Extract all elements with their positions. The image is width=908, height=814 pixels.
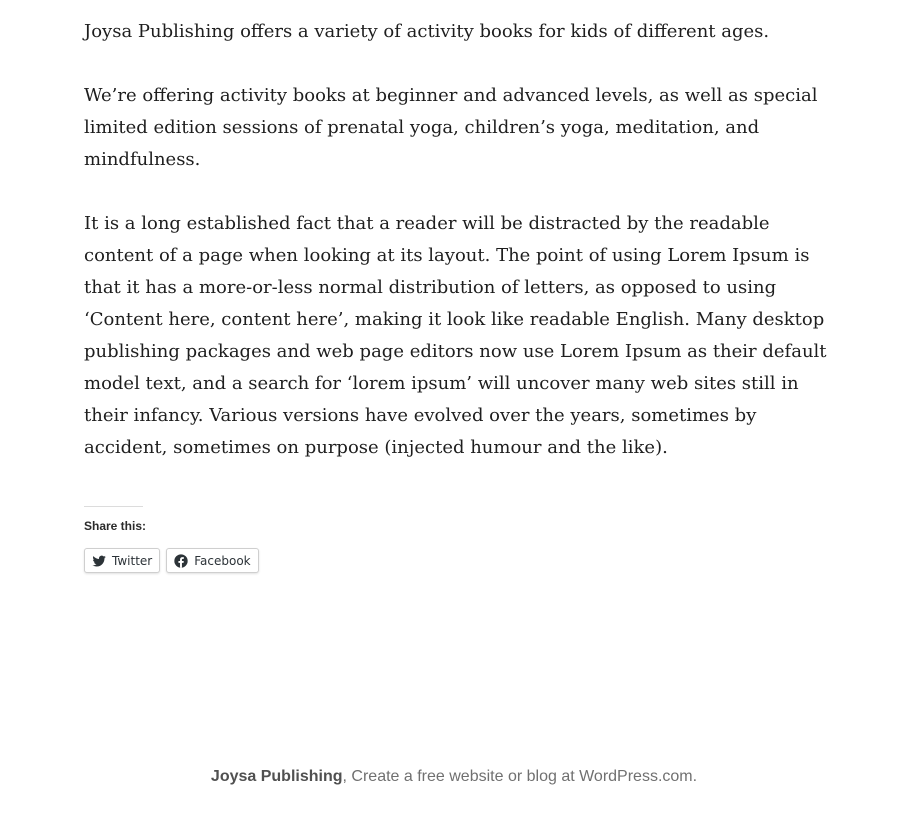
share-divider [84,506,143,507]
footer-separator: , [342,768,347,785]
footer-site-link[interactable]: Joysa Publishing [210,768,343,785]
article-paragraph-1: Joysa Publishing offers a variety of activity books for kids of different ages. [84,21,770,42]
article-paragraph-3: It is a long established fact that a reader will be distracted by the readable content of a page when looking at its layout. The point of using Lorem Ipsum is that it has a more-or-less normal distribution of letters, as opposed to using ‘Content here, content here’, making it look like readable English. Many desktop publishing packages and web page editors now use Lorem Ipsum as their default model text, and a search for ‘lorem ipsum’ will uncover many web sites still in their infancy. Various versions have evolved over the years, sometimes by accident, sometimes on purpose (injected humour and the like). [84,213,827,458]
site-footer [0,764,908,790]
twitter-share-button[interactable] [84,548,160,573]
article-paragraph-2: We’re offering activity books at beginner and advanced levels, as well as special limited edition sessions of prenatal yoga, children’s yoga, meditation, and mindfulness. [84,85,818,170]
share-buttons [84,548,259,573]
twitter-share-label: Twitter [112,553,153,568]
article-content [84,16,829,496]
footer-wordpress-link[interactable]: Create a free website or blog at WordPress.com. [351,768,698,785]
share-section [84,506,259,573]
twitter-icon [91,553,107,569]
facebook-share-label: Facebook [194,553,251,568]
facebook-icon [173,553,189,569]
facebook-share-button[interactable] [166,548,258,573]
share-title: Share this: [84,519,147,533]
